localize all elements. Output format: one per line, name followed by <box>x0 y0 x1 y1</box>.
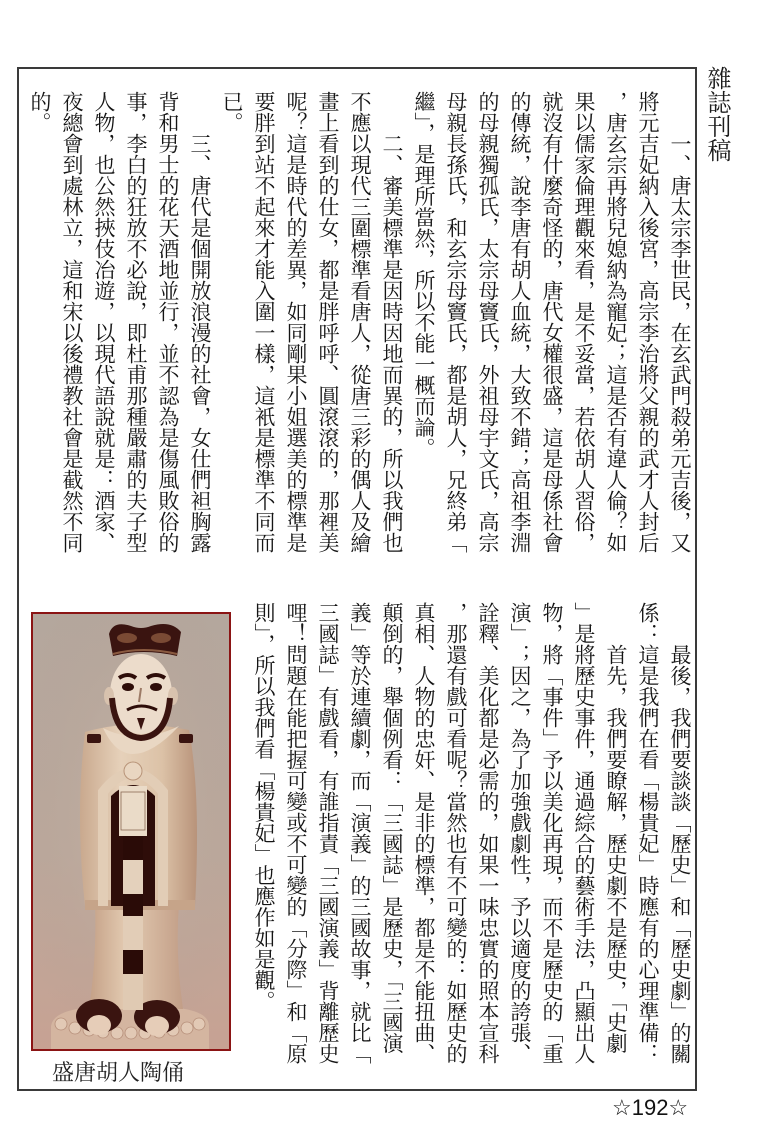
text-column: 首先，我們要瞭解，歷史劇不是歷史，「史劇 <box>604 644 628 1054</box>
text-column: 演」；因之，為了加強戲劇性，予以適度的誇張、 <box>508 602 532 1064</box>
paragraph-5 <box>248 602 632 1064</box>
paragraph-3 <box>24 91 216 553</box>
text-column: 」是將歷史事件，通過綜合的藝術手法，凸顯出人 <box>572 602 596 1064</box>
text-column: 事，李白的狂放不必說，即杜甫那種嚴肅的夫子型 <box>124 91 148 553</box>
text-column: 不應以現代三圍標準看唐人，從唐三彩的偶人及繪 <box>348 91 372 553</box>
text-column: 母親長孫氏，和玄宗母竇氏，都是胡人，兄終弟「 <box>444 91 468 553</box>
text-column: 繼」，是理所當然，所以不能一概而論。 <box>412 91 436 459</box>
text-column: 係：這是我們在看「楊貴妃」時應有的心理準備： <box>636 602 660 1064</box>
text-column: 已。 <box>220 91 244 133</box>
text-column: 呢？這是時代的差異，如同剛果小姐選美的標準是 <box>284 91 308 553</box>
article-upper-text <box>24 91 696 553</box>
text-column: 三國誌」有戲看，有誰指責「三國演義」背離歷史 <box>316 602 340 1064</box>
text-column: 物，將「事件」予以美化再現，而不是歷史的「重 <box>540 602 564 1064</box>
text-column: 哩！問題在能把握可變或不可變的「分際」和「原 <box>284 602 308 1064</box>
paragraph-2 <box>216 91 408 553</box>
text-column: 最後，我們要談談「歷史」和「歷史劇」的關 <box>668 644 692 1064</box>
text-column: 義」等於連續劇，而「演義」的三國故事，就比「 <box>348 602 372 1064</box>
text-column: 則」，所以我們看「楊貴妃」也應作如是觀。 <box>252 602 276 1012</box>
text-column: 畫上看到的仕女，都是胖呼呼、圓滾滾的，那裡美 <box>316 91 340 553</box>
text-column: 三、唐代是個開放浪漫的社會，女仕們袒胸露 <box>188 133 212 553</box>
figurine-photo <box>31 612 231 1051</box>
text-column: ，唐玄宗再將兒媳納為寵妃；這是否有違人倫？如 <box>604 91 628 553</box>
text-column: 將元吉妃納入後宮，高宗李治將父親的武才人封后 <box>636 91 660 553</box>
text-column: 二、審美標準是因時因地而異的，所以我們也 <box>380 133 404 553</box>
article-lower-text <box>248 602 696 1064</box>
figure-caption: 盛唐胡人陶俑 <box>52 1061 185 1086</box>
paragraph-4 <box>632 602 696 1064</box>
text-column: 背和男士的花天酒地並行，並不認為是傷風敗俗的 <box>156 91 180 553</box>
text-column: 的傳統，說李唐有胡人血統，大致不錯；高祖李淵 <box>508 91 532 553</box>
text-column: 一、唐太宗李世民，在玄武門殺弟元吉後，又 <box>668 133 692 553</box>
text-column: 的。 <box>28 91 52 133</box>
section-label: 雜誌刊稿 <box>703 66 731 162</box>
text-column: ，那還有戲可看呢？當然也有不可變的：如歷史的 <box>444 602 468 1064</box>
figurine-image <box>33 614 229 1049</box>
text-column: 詮釋、美化都是必需的，如果一味忠實的照本宣科 <box>476 602 500 1064</box>
text-column: 顛倒的，舉個例看：「三國誌」是歷史，「三國演 <box>380 602 404 1054</box>
text-column: 夜總會到處林立，這和宋以後禮教社會是截然不同 <box>60 91 84 553</box>
text-column: 人物，也公然挾伎冶遊，以現代語說就是：酒家、 <box>92 91 116 553</box>
text-column: 要胖到站不起來才能入圍一樣，這衹是標準不同而 <box>252 91 276 553</box>
page-number: ☆192☆ <box>612 1095 689 1120</box>
text-column: 的母親獨孤氏，太宗母竇氏，外祖母宇文氏，高宗 <box>476 91 500 553</box>
text-column: 就沒有什麼奇怪的，唐代女權很盛，這是母係社會 <box>540 91 564 553</box>
text-column: 真相、人物的忠奸、是非的標準，都是不能扭曲、 <box>412 602 436 1064</box>
paragraph-1 <box>408 91 696 553</box>
text-column: 果以儒家倫理觀來看，是不妥當，若依胡人習俗， <box>572 91 596 553</box>
